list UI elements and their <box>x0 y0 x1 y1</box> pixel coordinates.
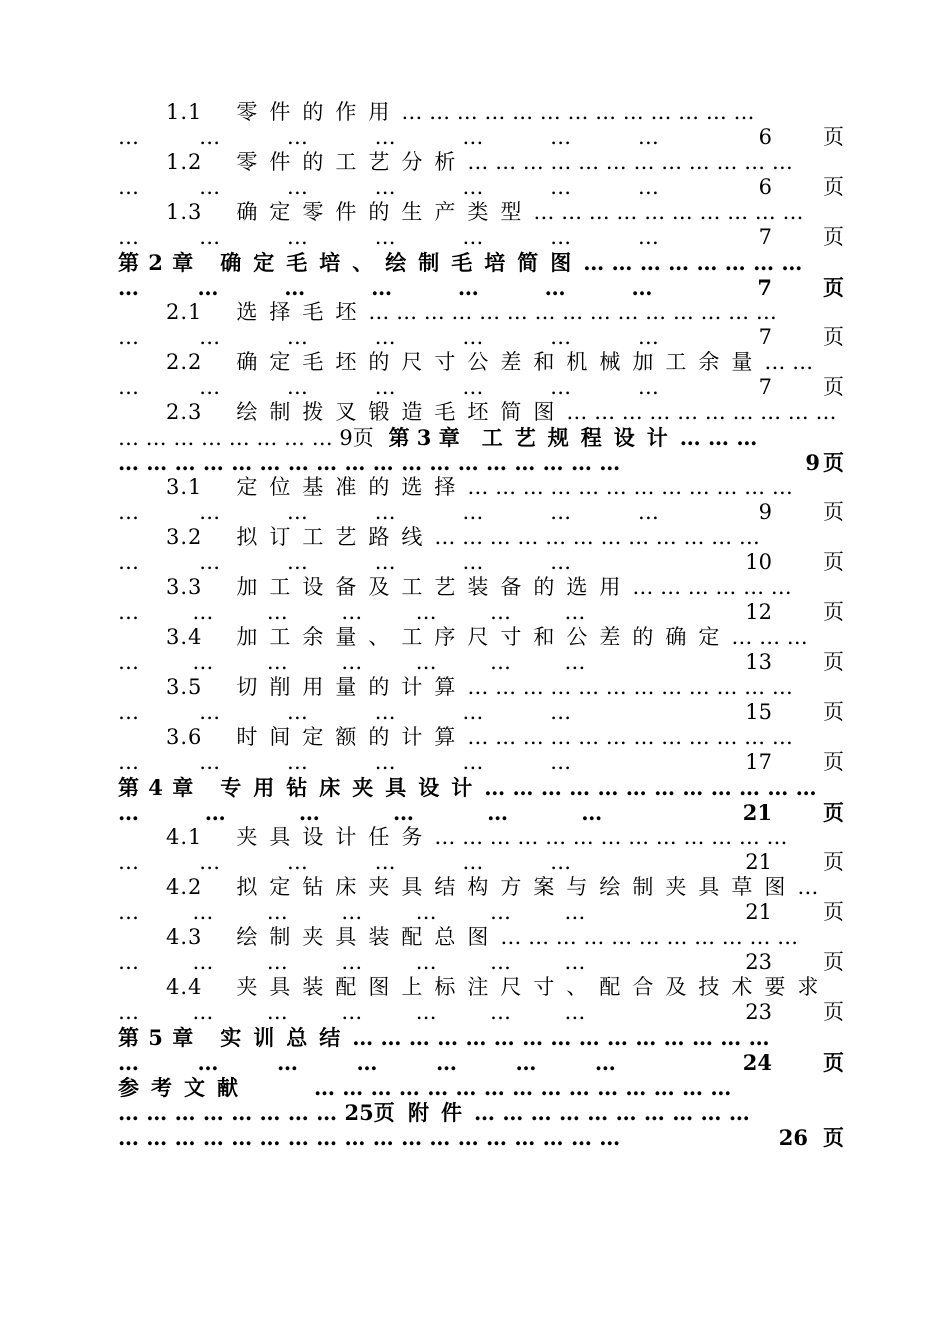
toc-entry-4-2[interactable] <box>118 875 844 900</box>
toc-number: 1.1 <box>166 100 203 124</box>
toc-page-unit: 页 <box>823 800 844 825</box>
toc-number: 4.2 <box>166 875 203 899</box>
toc-entry-2-2-cont <box>118 375 844 400</box>
toc-chapter-2[interactable] <box>118 250 844 275</box>
toc-page-unit: 页 <box>373 1100 395 1125</box>
toc-page-number: 13 <box>745 650 772 674</box>
toc-leader: … … … … … … … … … … <box>533 200 804 224</box>
toc-page-number: 21 <box>745 850 772 874</box>
toc-entry-3-1[interactable] <box>118 475 844 500</box>
toc-entry-4-1-cont <box>118 850 844 875</box>
toc-title: 附件 <box>408 1100 475 1125</box>
toc-number: 3.2 <box>166 525 203 549</box>
toc-page-number: 24 <box>742 1050 772 1075</box>
toc-entry-1-2-cont <box>118 175 844 200</box>
toc-leader: … … … … … … … … … … … … … … … <box>314 1075 732 1100</box>
toc-references-cont <box>118 1100 844 1125</box>
toc-page-unit: 页 <box>823 1125 844 1150</box>
toc-page-number: 12 <box>745 600 772 624</box>
toc-page-number: 9 <box>805 450 820 475</box>
toc-entry-4-3-cont <box>118 950 844 975</box>
toc-entry-4-3[interactable] <box>118 925 844 950</box>
toc-page-number: 7 <box>757 275 772 300</box>
toc-page-number: 7 <box>758 375 772 399</box>
toc-number: 1.2 <box>166 150 203 174</box>
toc-number: 第 5 章 <box>118 1025 195 1050</box>
toc-entry-3-3-cont <box>118 600 844 625</box>
toc-number: 4.4 <box>166 975 203 999</box>
toc-page-unit: 页 <box>352 426 374 450</box>
toc-leader: … … … … … … … … … … … … <box>467 725 793 749</box>
toc-chapter-5[interactable] <box>118 1025 844 1050</box>
toc-references[interactable] <box>118 1075 844 1100</box>
toc-leader: … … … <box>679 425 758 450</box>
toc-title: 定位基准的选择 <box>236 475 468 499</box>
toc-title: 选择毛坯 <box>236 300 369 324</box>
toc-leader: … … … … … … … <box>118 950 586 974</box>
toc-leader: … … … … … … … <box>118 500 659 524</box>
toc-page-unit: 页 <box>823 1050 844 1075</box>
toc-entry-1-2[interactable] <box>118 150 844 175</box>
toc-title: 实训总结 <box>220 1025 353 1050</box>
toc-page-unit: 页 <box>823 500 844 524</box>
toc-title: 时间定额的计算 <box>236 725 468 749</box>
toc-page-number: 23 <box>745 950 772 974</box>
toc-leader: … … … … … … … … … … … … … … … <box>352 1025 770 1050</box>
toc-number: 第 3 章 <box>388 425 460 450</box>
toc-leader: … … … … … … … … <box>118 426 333 450</box>
toc-page-unit: 页 <box>823 450 844 475</box>
toc-chapter-2-cont <box>118 275 844 300</box>
toc-leader: … … … … … … … <box>118 1000 586 1024</box>
toc-leader: … … … … … … … … … … … … … … … … … … <box>118 1125 621 1150</box>
toc-leader: … … … … … … … <box>118 225 659 249</box>
toc-page-number: 23 <box>745 1000 772 1024</box>
toc-title: 专用钻床夹具设计 <box>220 775 485 800</box>
toc-leader: … … … … … … … <box>118 900 586 924</box>
toc-entry-3-2-cont <box>118 550 844 575</box>
toc-page-unit: 页 <box>823 850 844 874</box>
toc-number: 3.1 <box>166 475 203 499</box>
toc-number: 3.4 <box>166 625 203 649</box>
toc-leader: … … … … … … <box>118 850 572 874</box>
toc-title: 夹具装配图上标注尺寸、配合及技术要求 <box>236 975 831 999</box>
toc-page-unit: 页 <box>823 325 844 349</box>
toc-title: 夹具设计任务 <box>236 825 435 849</box>
toc-chapter-4[interactable] <box>118 775 844 800</box>
toc-leader: … … … … … … … … … … … … … … … … … … <box>118 450 621 475</box>
toc-entry-4-1[interactable] <box>118 825 844 850</box>
toc-number: 第 4 章 <box>118 775 195 800</box>
toc-page-number: 10 <box>745 550 772 574</box>
toc-page-number: 21 <box>745 900 772 924</box>
toc-leader: … … … … … … <box>118 700 572 724</box>
toc-leader: … … <box>764 350 814 374</box>
toc-page-number: 7 <box>758 225 772 249</box>
toc-page-unit: 页 <box>823 700 844 724</box>
toc-leader: … … … … … … … … … … … … … <box>401 100 755 124</box>
toc-title: 确定毛坯的尺寸公差和机械加工余量 <box>236 350 765 374</box>
toc-entry-2-1[interactable] <box>118 300 844 325</box>
toc-leader: … … … … … … … … … … … … <box>484 775 817 800</box>
toc-title: 零件的作用 <box>236 100 402 124</box>
toc-page-number: 21 <box>742 800 772 825</box>
toc-title: 确定毛培、绘制毛培简图 <box>220 250 584 275</box>
toc-page-number: 9 <box>758 500 772 524</box>
toc-leader: … … … … … … <box>118 550 572 574</box>
toc-page-unit: 页 <box>823 950 844 974</box>
toc-entry-3-5-cont <box>118 700 844 725</box>
toc-entry-3-3[interactable] <box>118 575 844 600</box>
toc-page-unit: 页 <box>823 600 844 624</box>
toc-page-number: 9 <box>339 426 353 450</box>
toc-page-number: 6 <box>758 125 772 149</box>
toc-number: 3.5 <box>166 675 203 699</box>
toc-page-unit: 页 <box>823 375 844 399</box>
toc-entry-2-3[interactable] <box>118 400 844 425</box>
toc-title: 参考文献 <box>118 1075 250 1100</box>
toc-entry-4-2-cont <box>118 900 844 925</box>
toc-entry-2-2[interactable] <box>118 350 844 375</box>
toc-leader: … … … … … … … … … … … <box>500 925 799 949</box>
toc-title: 零件的工艺分析 <box>236 150 468 174</box>
toc-appendix[interactable] <box>402 1100 750 1125</box>
toc-leader: … … … … … … … <box>118 650 586 674</box>
toc-page-number: 25 <box>344 1100 374 1125</box>
toc-entry-1-1-cont <box>118 125 844 150</box>
toc-chapter-4-cont <box>118 800 844 825</box>
toc-entry-1-1[interactable] <box>118 100 844 125</box>
toc-page-unit: 页 <box>823 650 844 674</box>
toc-leader: … … … … … … … … … … … … <box>467 475 793 499</box>
toc-chapter-3[interactable] <box>380 425 757 450</box>
toc-page-unit: 页 <box>823 550 844 574</box>
toc-entry-3-5[interactable] <box>118 675 844 700</box>
toc-leader: … … … … … … … <box>118 125 659 149</box>
toc-leader: … … … … … … … … … … … … … … … <box>368 300 777 324</box>
toc-number: 4.3 <box>166 925 203 949</box>
toc-title: 绘制拨叉锻造毛坯简图 <box>236 400 567 424</box>
toc-leader: … … … … … … … <box>118 175 659 199</box>
toc-leader: … … … … … … … <box>118 375 659 399</box>
toc-leader: … … … … … … <box>118 750 572 774</box>
toc-title: 确定零件的生产类型 <box>236 200 534 224</box>
toc-entry-1-3-cont <box>118 225 844 250</box>
toc-leader: … … … … … … … … … … <box>474 1100 750 1125</box>
toc-entry-2-1-cont <box>118 325 844 350</box>
toc-leader: … … … … … … … … … … … … <box>467 675 793 699</box>
toc-number: 4.1 <box>166 825 203 849</box>
toc-title: 拟定钻床夹具结构方案与绘制夹具草图 <box>236 875 798 899</box>
toc-appendix-cont <box>118 1125 844 1150</box>
toc-title: 拟订工艺路线 <box>236 525 435 549</box>
toc-entry-3-4-cont <box>118 650 844 675</box>
toc-leader: … … … … … … … <box>118 275 653 300</box>
toc-page-unit: 页 <box>823 225 844 249</box>
toc-number: 3.3 <box>166 575 203 599</box>
toc-page-unit: 页 <box>823 125 844 149</box>
toc-entry-4-4[interactable] <box>118 975 844 1000</box>
toc-page-number: 15 <box>745 700 772 724</box>
toc-leader: … … … … … … … … … … <box>566 400 837 424</box>
toc-leader: … … … … … … … … <box>583 250 803 275</box>
toc-page-number: 26 <box>778 1125 808 1150</box>
toc-entry-3-4[interactable] <box>118 625 844 650</box>
toc-leader: … … … … … … … <box>118 325 659 349</box>
toc-leader: … … … … … … … … … … … … … <box>434 825 788 849</box>
toc-entry-2-3-cont <box>118 425 844 450</box>
toc-chapter-3-cont <box>118 450 844 475</box>
toc-number: 2.1 <box>166 300 203 324</box>
toc-leader: … … … … … … … … … … … … <box>434 525 760 549</box>
toc-page-unit: 页 <box>823 750 844 774</box>
toc-entry-3-6-cont <box>118 750 844 775</box>
toc-page-unit: 页 <box>823 900 844 924</box>
toc-entry-1-3[interactable] <box>118 200 844 225</box>
toc-title: 绘制夹具装配总图 <box>236 925 501 949</box>
toc-leader: … … … … … … <box>118 800 603 825</box>
toc-title: 加工设备及工艺装备的选用 <box>236 575 633 599</box>
toc-number: 2.2 <box>166 350 203 374</box>
toc-leader: … … … … … … … … … … … … <box>467 150 793 174</box>
toc-page-unit: 页 <box>823 275 844 300</box>
toc-leader: … … … … … … … … <box>118 1100 338 1125</box>
toc-page-unit: 页 <box>823 175 844 199</box>
toc-number: 2.3 <box>166 400 203 424</box>
toc-page-number: 7 <box>758 325 772 349</box>
toc-leader: … <box>797 875 819 899</box>
toc-entry-3-6[interactable] <box>118 725 844 750</box>
toc-entry-3-2[interactable] <box>118 525 844 550</box>
toc-title: 切削用量的计算 <box>236 675 468 699</box>
toc-title: 工艺规程设计 <box>481 425 680 450</box>
toc-leader: … … … … … … <box>632 575 792 599</box>
toc-number: 第 2 章 <box>118 250 195 275</box>
toc-page-number: 6 <box>758 175 772 199</box>
toc-leader: … … … … … … … <box>118 600 586 624</box>
toc-page-unit: 页 <box>823 1000 844 1024</box>
toc-number: 3.6 <box>166 725 203 749</box>
toc-title: 加工余量、工序尺寸和公差的确定 <box>236 625 732 649</box>
toc-entry-3-1-cont <box>118 500 844 525</box>
toc-chapter-5-cont <box>118 1050 844 1075</box>
toc-number: 1.3 <box>166 200 203 224</box>
toc-leader: … … … … … … … <box>118 1050 616 1075</box>
toc-page-number: 17 <box>745 750 772 774</box>
toc-leader: … … … <box>731 625 808 649</box>
toc-entry-4-4-cont <box>118 1000 844 1025</box>
